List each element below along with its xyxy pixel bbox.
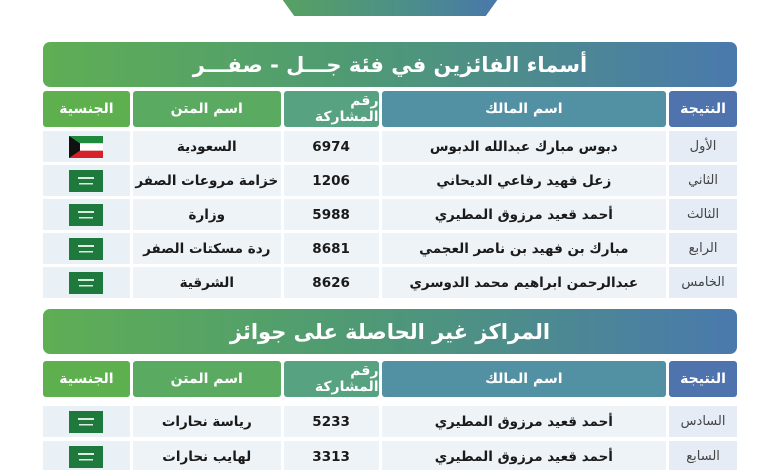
owner-cell: دبوس مبارك عبدالله الدبوس — [382, 131, 667, 162]
nationality-cell — [43, 267, 130, 298]
nationality-cell — [43, 406, 130, 437]
header-result: النتيجة — [669, 91, 737, 127]
number-cell: 8681 — [284, 233, 379, 264]
header-number: رقم المشاركة — [284, 91, 379, 127]
text-name-cell: السعودية — [133, 131, 281, 162]
text-name-cell: الشرقية — [133, 267, 281, 298]
header-nationality: الجنسية — [43, 91, 130, 127]
winners-table-header — [43, 91, 737, 127]
saudi-flag-icon — [69, 238, 103, 260]
number-cell: 5988 — [284, 199, 379, 230]
text-name-cell: لهايب نحارات — [133, 441, 281, 470]
saudi-flag-icon — [69, 170, 103, 192]
winners-section-title: أسماء الفائزين في فئة جـــل - صفـــر — [43, 42, 737, 87]
owner-cell: أحمد قعيد مرزوق المطيري — [382, 441, 667, 470]
text-name-cell: رياسة نحارات — [133, 406, 281, 437]
header-text-name: اسم المتن — [133, 361, 281, 397]
table-row — [43, 199, 737, 230]
result-cell: الخامس — [669, 267, 737, 298]
nationality-cell — [43, 131, 130, 162]
saudi-flag-icon — [69, 446, 103, 468]
owner-cell: عبدالرحمن ابراهيم محمد الدوسري — [382, 267, 667, 298]
header-owner: اسم المالك — [382, 361, 667, 397]
non-winners-table-header — [43, 361, 737, 397]
owner-cell: زعل فهيد رفاعي الديحاني — [382, 165, 667, 196]
number-cell: 3313 — [284, 441, 379, 470]
result-cell: الثالث — [669, 199, 737, 230]
saudi-flag-icon — [69, 272, 103, 294]
result-cell: الثاني — [669, 165, 737, 196]
number-cell: 6974 — [284, 131, 379, 162]
number-cell: 8626 — [284, 267, 379, 298]
text-name-cell: ردة مسكتات الصفر — [133, 233, 281, 264]
owner-cell: أحمد قعيد مرزوق المطيري — [382, 406, 667, 437]
table-row — [43, 441, 737, 470]
table-row — [43, 233, 737, 264]
header-owner: اسم المالك — [382, 91, 667, 127]
header-nationality: الجنسية — [43, 361, 130, 397]
non-winners-section-title: المراكز غير الحاصلة على جوائز — [43, 309, 737, 354]
table-row — [43, 406, 737, 437]
table-row — [43, 131, 737, 162]
top-banner-decoration — [264, 0, 516, 16]
table-row — [43, 267, 737, 298]
nationality-cell — [43, 233, 130, 264]
header-number: رقم المشاركة — [284, 361, 379, 397]
result-cell: الرابع — [669, 233, 737, 264]
table-row — [43, 165, 737, 196]
result-cell: الأول — [669, 131, 737, 162]
text-name-cell: خزامة مروعات الصفر — [133, 165, 281, 196]
number-cell: 5233 — [284, 406, 379, 437]
header-text-name: اسم المتن — [133, 91, 281, 127]
result-cell: السابع — [669, 441, 737, 470]
nationality-cell — [43, 441, 130, 470]
saudi-flag-icon — [69, 204, 103, 226]
number-cell: 1206 — [284, 165, 379, 196]
owner-cell: أحمد قعيد مرزوق المطيري — [382, 199, 667, 230]
text-name-cell: وزارة — [133, 199, 281, 230]
header-result: النتيجة — [669, 361, 737, 397]
result-cell: السادس — [669, 406, 737, 437]
saudi-flag-icon — [69, 411, 103, 433]
kuwait-flag-icon — [69, 136, 103, 158]
owner-cell: مبارك بن فهيد بن ناصر العجمي — [382, 233, 667, 264]
nationality-cell — [43, 165, 130, 196]
nationality-cell — [43, 199, 130, 230]
